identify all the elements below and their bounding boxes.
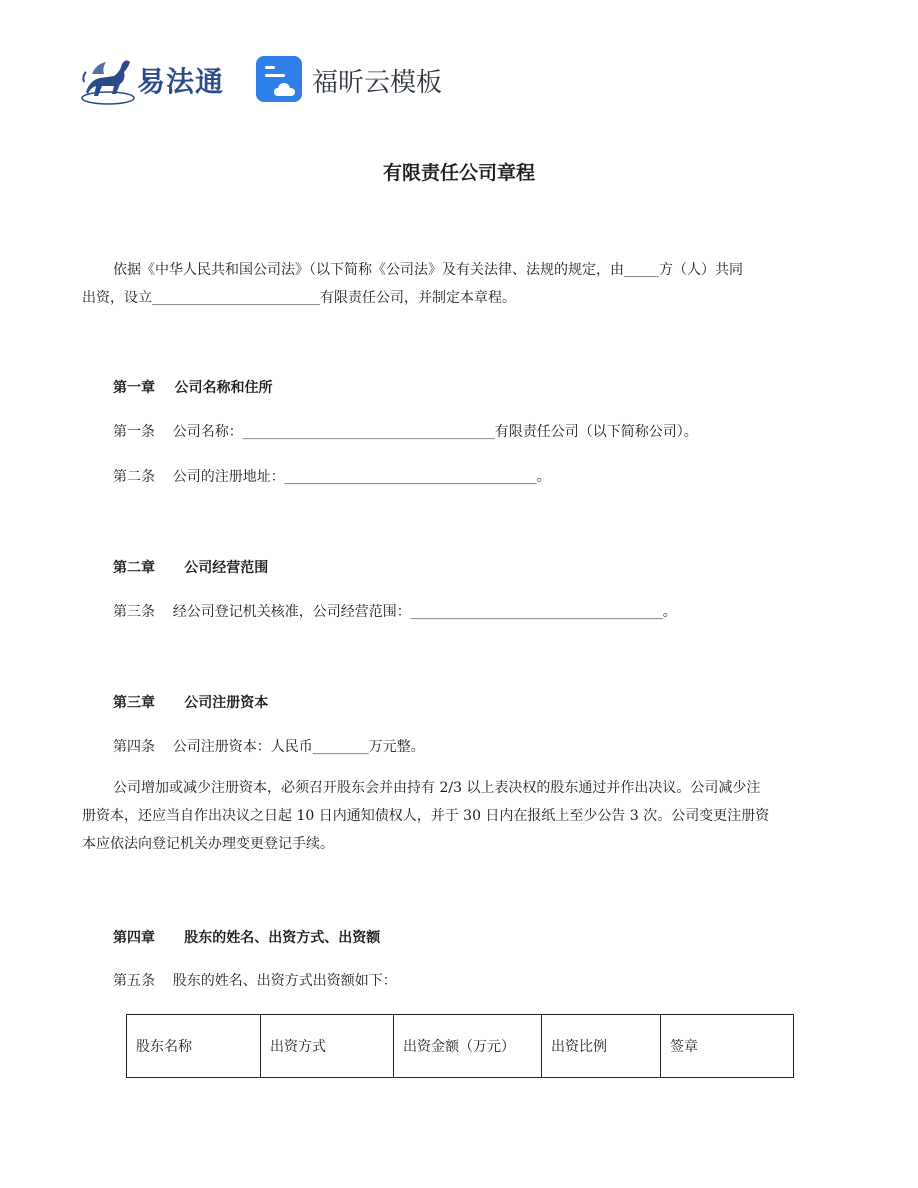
- capital-line: 册资本，还应当自作出决议之日起 10 日内通知债权人，并于 30 日内在报纸上至少公告 3 次。公司变更注册资: [82, 808, 770, 824]
- shareholder-table: [126, 1014, 794, 1078]
- document-title: 有限责任公司章程: [382, 162, 535, 184]
- table-header-cell: 出资方式: [261, 1015, 394, 1078]
- intro-line: 依据《中华人民共和国公司法》（以下简称《公司法》及有关法律、法规的规定，由_____方（人）共同: [113, 262, 743, 278]
- table-header-row: [127, 1015, 794, 1078]
- chapter-2-heading: 第二章 公司经营范围: [113, 560, 269, 576]
- chapter-1-heading: 第一章 公司名称和住所: [113, 380, 273, 396]
- capital-paragraph: [82, 774, 832, 858]
- intro-line: 出资，设立________________________有限责任公司，并制定本章程。: [82, 290, 516, 306]
- foxit-template-logo: [254, 54, 474, 106]
- capital-line: 本应依法向登记机关办理变更登记手续。: [82, 836, 334, 852]
- logo2-text: 福昕云模板: [312, 68, 443, 98]
- yifatong-logo: [80, 52, 230, 108]
- horse-emblem-icon: [80, 52, 138, 108]
- article-3: 第三条 经公司登记机关核准，公司经营范围：____________________________________。: [113, 604, 677, 620]
- table-header-cell: 股东名称: [127, 1015, 261, 1078]
- intro-paragraph: [82, 256, 832, 312]
- article-1: 第一条 公司名称：____________________________________有限责任公司（以下简称公司）。: [113, 424, 698, 440]
- logo1-text: 易法通: [137, 65, 225, 98]
- article-4: 第四条 公司注册资本：人民币________万元整。: [113, 739, 425, 755]
- table-header-cell: 签章: [661, 1015, 794, 1078]
- article-2: 第二条 公司的注册地址：____________________________________。: [113, 469, 551, 485]
- chapter-3-heading: 第三章 公司注册资本: [113, 695, 269, 711]
- article-5: 第五条 股东的姓名、出资方式出资额如下：: [113, 973, 397, 989]
- cloud-document-icon: [254, 54, 304, 104]
- table-header-cell: 出资比例: [542, 1015, 661, 1078]
- chapter-4-heading: 第四章 股东的姓名、出资方式、出资额: [113, 930, 381, 946]
- table-header-cell: 出资金额（万元）: [394, 1015, 542, 1078]
- capital-line: 公司增加或减少注册资本，必须召开股东会并由持有 2/3 以上表决权的股东通过并作出决议。公司减少注: [113, 780, 761, 796]
